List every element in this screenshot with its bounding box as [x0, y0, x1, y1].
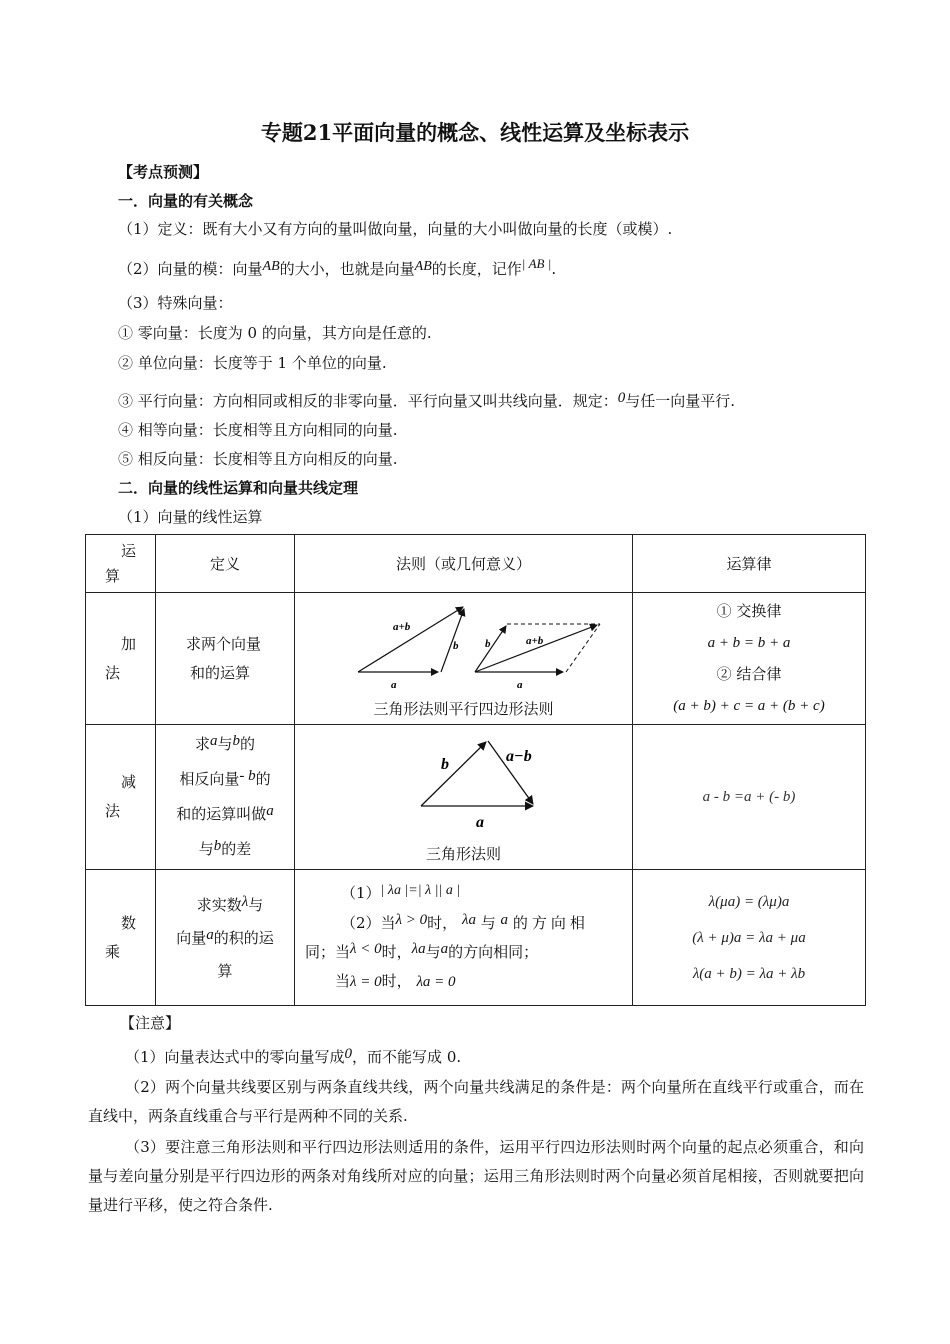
header-operation	[86, 535, 156, 593]
def-sub-4c: 的差	[221, 840, 252, 858]
subtraction-figure	[295, 731, 633, 833]
op-mul-a: 数	[120, 913, 136, 932]
def-add-b: 和的运算	[190, 663, 251, 682]
rule-addition	[295, 593, 633, 725]
rule-mul-line1	[305, 879, 632, 909]
par-label-a: a	[517, 678, 523, 691]
definition-line: （1）定义：既有大小又有方向的量叫做向量，向量的大小叫做向量的长度（或模）.	[118, 220, 673, 238]
law-associative: ② 结合律	[716, 664, 782, 683]
def-mul-2a: 向量	[176, 928, 207, 947]
subtraction-caption: 三角形法则	[425, 844, 501, 863]
unit-vector-line: ② 单位向量：长度等于 1 个单位的向量.	[118, 354, 387, 372]
rule-mul-2d: λa	[461, 912, 476, 928]
rule-mul-2e: 与	[480, 914, 496, 932]
modulus-line	[118, 258, 556, 279]
header-rule: 法则（或几何意义）	[295, 535, 633, 593]
law-scalar-distrib1: (λ + μ)a = λa + μa	[692, 929, 806, 946]
opposite-vector-line: ⑤ 相反向量：长度相等且方向相反的向量.	[118, 450, 398, 468]
rule-mul-2g: 的方向相	[512, 914, 589, 932]
tri-label-sum: a+b	[393, 620, 411, 633]
def-mul-1a: 求实数	[196, 895, 242, 914]
table-row-addition	[86, 593, 866, 725]
def-subtraction	[156, 725, 295, 870]
op-add-a: 加	[120, 634, 136, 653]
def-sub-1d: b	[232, 733, 240, 749]
tri-label-b: b	[453, 639, 459, 652]
def-sub-2b: - b	[239, 768, 256, 784]
rule-subtraction	[295, 725, 633, 870]
op-sub-b: 法	[104, 802, 120, 820]
note-p2: （2）两个向量共线要区别与两条直线共线，两个向量共线满足的条件是：两个向量所在直线平行或重合，而在直线中，两条直线重合与平行是两种不同的关系.	[88, 1078, 864, 1125]
table-header-row	[86, 535, 866, 593]
law-scalar-distrib2: λ(a + b) = λa + λb	[692, 965, 806, 982]
def-sub-1a: 求	[194, 735, 210, 753]
page-title: 专题21平面向量的概念、线性运算及坐标表示	[260, 120, 690, 145]
modulus-text-c: 的长度，记作	[431, 260, 522, 278]
par-label-b: b	[485, 637, 491, 650]
note-p1-zero: 0	[344, 1046, 353, 1062]
law-commutative-eq: a + b = b + a	[707, 634, 791, 651]
rule-mul-2f: a	[500, 912, 509, 928]
rule-mul-3g: 的方向相同；	[448, 943, 539, 961]
op-mul-b: 乘	[104, 942, 120, 961]
modulus-text-a: （2）向量的模：向量	[118, 260, 263, 278]
def-mul-1b: λ	[241, 893, 249, 910]
def-addition	[156, 593, 295, 725]
sub-label-b: b	[441, 755, 449, 773]
def-sub-1b: a	[209, 733, 218, 749]
op-subtraction	[86, 725, 156, 870]
addition-figure	[295, 599, 633, 694]
op-sub-a: 减	[120, 773, 136, 791]
def-mul-line3: 算	[217, 961, 233, 980]
law-scalar-assoc: λ(μa) = (λμ)a	[708, 893, 790, 910]
rule-mul-line4	[305, 967, 632, 996]
rule-mul-4a: 当	[335, 972, 351, 990]
par-label-sum: a+b	[526, 634, 544, 647]
def-sub-3a: 和的运算叫做	[176, 805, 267, 823]
law-scalar	[633, 870, 866, 1006]
def-sub-line3	[156, 797, 294, 832]
rule-mul-2a: （2）当	[341, 914, 396, 932]
table-row-subtraction	[86, 725, 866, 870]
law-associative-eq: (a + b) + c = a + (b + c)	[673, 697, 825, 714]
def-mul-2b: a	[206, 926, 214, 943]
rule-mul-3d: λa	[411, 941, 426, 957]
rule-mul-3b: λ < 0	[350, 941, 382, 957]
note-heading: 【注意】	[120, 1014, 181, 1032]
rule-mul-3e: 与	[425, 943, 441, 961]
def-sub-1c: 与	[217, 735, 233, 753]
par-vector-b	[475, 626, 506, 672]
rule-mul-3f: a	[440, 941, 449, 957]
law-subtraction	[633, 725, 866, 870]
parallel-vector-line	[118, 390, 735, 411]
def-mul-2c: 的积的运	[213, 928, 274, 947]
header-definition: 定义	[156, 535, 295, 593]
vector-ab-abs: | AB |	[521, 256, 552, 271]
vector-ab: AB	[262, 259, 280, 274]
parallel-text-a: ③ 平行向量：方向相同或相反的非零向量．平行向量又叫共线向量．规定：	[118, 392, 618, 410]
rule-mul-3a: 同；当	[305, 943, 351, 961]
rule-mul-3c: 时，	[381, 943, 412, 961]
parallel-text-b: 与任一向量平行.	[625, 392, 736, 410]
def-sub-1e: 的	[240, 735, 256, 753]
note-p1-b: ，而不能写成 0.	[352, 1048, 462, 1066]
def-sub-2a: 相反向量	[179, 770, 240, 788]
def-mul-line2	[156, 922, 294, 955]
sub-label-diff: a−b	[506, 747, 532, 765]
header-op-a: 运	[120, 541, 136, 560]
par-vector-sum	[475, 625, 597, 672]
linear-operations-table	[85, 534, 866, 1006]
op-add-b: 法	[104, 663, 120, 682]
rule-scalar	[295, 870, 633, 1006]
rule-mul-4b: λ = 0	[350, 974, 382, 990]
law-subtraction-eq: a - b =a + (- b)	[702, 789, 796, 805]
rule-mul-2c: 时，	[427, 914, 458, 932]
rule-mul-4d: λa = 0	[416, 974, 456, 990]
par-dashed-right	[566, 624, 600, 672]
vector-ab: AB	[414, 259, 432, 274]
rule-mul-2b: λ > 0	[395, 912, 428, 928]
header-law: 运算律	[633, 535, 866, 593]
op-scalar	[86, 870, 156, 1006]
rule-mul-1b: | λa |=| λ || a |	[380, 883, 461, 898]
law-commutative: ① 交换律	[716, 601, 782, 620]
def-sub-line1	[156, 727, 294, 762]
def-add-a: 求两个向量	[186, 634, 262, 653]
zero-vector-line: ① 零向量：长度为 0 的向量，其方向是任意的.	[118, 324, 432, 342]
rule-mul-line3	[305, 938, 632, 967]
rule-mul-4c: 时，	[381, 972, 412, 990]
def-sub-line2	[156, 762, 294, 797]
def-sub-2c: 的	[255, 770, 271, 788]
note-p1-a: （1）向量表达式中的零向量写成	[125, 1048, 345, 1066]
rule-mul-line2	[305, 909, 632, 938]
def-sub-3b: a	[266, 803, 274, 819]
rule-mul-1a: （1）	[341, 884, 381, 902]
def-mul-1c: 与	[248, 895, 264, 914]
sub-vector-b	[421, 742, 486, 806]
note-p1	[125, 1046, 461, 1067]
def-sub-4a: 与	[198, 840, 214, 858]
linear-ops-subheading: （1）向量的线性运算	[118, 508, 263, 526]
def-mul-line1	[156, 889, 294, 922]
sub-label-a: a	[476, 813, 484, 831]
header-op-b: 算	[104, 566, 120, 585]
note-p3: （3）要注意三角形法则和平行四边形法则适用的条件，运用平行四边形法则时两个向量的起点必须重合，和向量与差向量分别是平行四边形的两条对角线所对应的向量；运用三角形法则时两个向量必须首尾相接，否则就要把向量进行平移，使之符合条件.	[88, 1138, 864, 1214]
def-sub-line4	[156, 832, 294, 867]
def-sub-4b: b	[213, 838, 222, 854]
modulus-text-b: 的大小，也就是向量	[279, 260, 415, 278]
section2-heading: 二．向量的线性运算和向量共线定理	[118, 479, 359, 497]
section-tag: 【考点预测】	[118, 163, 209, 181]
op-addition	[86, 593, 156, 725]
tri-vector-sum	[358, 607, 463, 672]
addition-caption: 三角形法则平行四边形法则	[373, 699, 554, 718]
special-vectors-heading: （3）特殊向量：	[118, 294, 233, 312]
table-row-scalar	[86, 870, 866, 1006]
modulus-text-d: .	[551, 260, 557, 278]
zero-vector-symbol: 0	[617, 390, 626, 406]
def-scalar	[156, 870, 295, 1006]
law-addition	[633, 593, 866, 725]
section1-heading: 一．向量的有关概念	[118, 192, 254, 210]
equal-vector-line: ④ 相等向量：长度相等且方向相同的向量.	[118, 421, 398, 439]
tri-label-a: a	[391, 678, 397, 691]
